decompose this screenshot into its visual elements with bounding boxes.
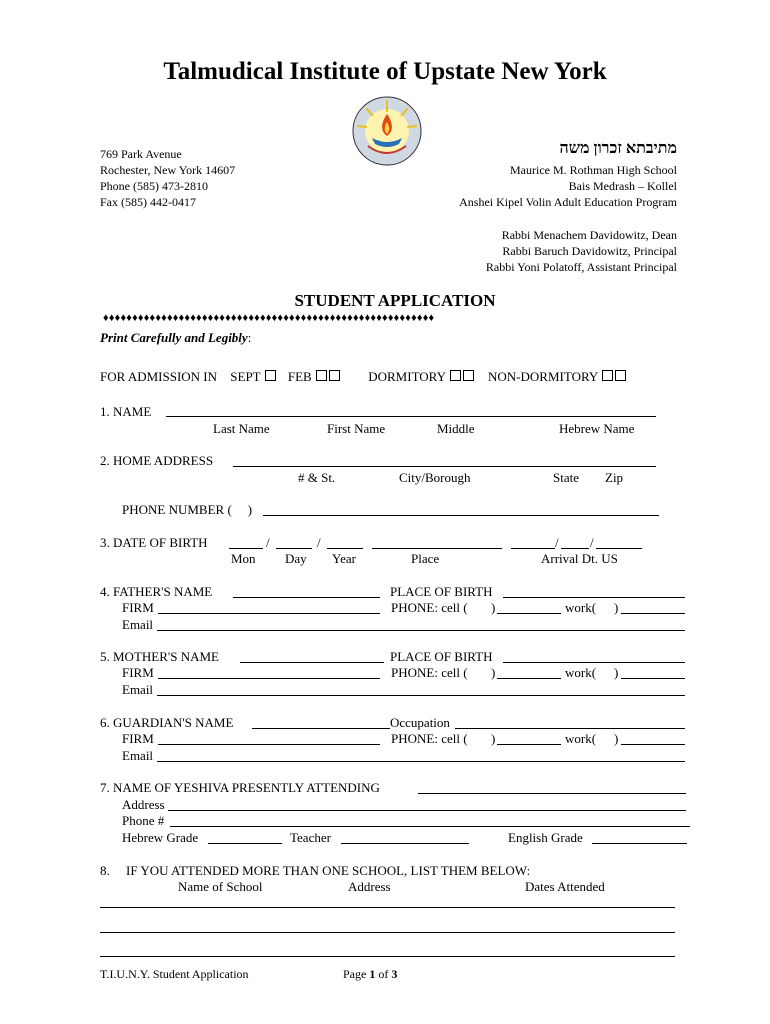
father-firm-field[interactable] [158, 613, 380, 614]
guardian-name-field[interactable] [252, 728, 390, 729]
father-cell-field[interactable] [497, 613, 561, 614]
q8-number: 8. [100, 863, 110, 878]
sub-street: # & St. [298, 470, 336, 485]
arrival-year-field[interactable] [596, 548, 642, 549]
sub-mon: Mon [231, 551, 256, 566]
yeshiva-phone-label: Phone # [122, 813, 165, 828]
sub-place: Place [411, 551, 440, 566]
home-address-field[interactable] [233, 466, 656, 467]
dormitory-checkbox[interactable] [450, 370, 461, 381]
mother-email-label: Email [122, 682, 154, 697]
mother-email-field[interactable] [157, 695, 685, 696]
sub-day: Day [285, 551, 307, 566]
diamond-divider: ♦♦♦♦♦♦♦♦♦♦♦♦♦♦♦♦♦♦♦♦♦♦♦♦♦♦♦♦♦♦♦♦♦♦♦♦♦♦♦♦♦♦♦♦♦♦♦♦♦♦♦♦♦♦♦♦♦ [103, 312, 435, 324]
phone-field[interactable] [263, 515, 659, 516]
slash: / [266, 535, 270, 550]
english-grade-label: English Grade [508, 830, 583, 845]
mother-cell-label: PHONE: cell ( [391, 665, 468, 680]
father-email-label: Email [122, 617, 154, 632]
guardian-firm-field[interactable] [158, 744, 380, 745]
dob-year-field[interactable] [327, 548, 363, 549]
sub-middle: Middle [437, 421, 475, 436]
english-grade-field[interactable] [592, 843, 687, 844]
sub-city: City/Borough [399, 470, 471, 485]
q3-label: 3. DATE OF BIRTH [100, 535, 208, 550]
address-block: 769 Park Avenue Rochester, New York 14607 Phone (585) 473-2810 Fax (585) 442-0417 [100, 147, 236, 209]
sub-year: Year [332, 551, 356, 566]
guardian-occupation-label: Occupation [390, 715, 450, 730]
guardian-email-field[interactable] [157, 761, 685, 762]
guardian-work-field[interactable] [621, 744, 685, 745]
col-address: Address [348, 879, 391, 894]
mother-name-field[interactable] [240, 662, 384, 663]
guardian-cell-field[interactable] [497, 744, 561, 745]
teacher-label: Teacher [290, 830, 331, 845]
q6-label: 6. GUARDIAN'S NAME [100, 715, 234, 730]
col-dates-attended: Dates Attended [525, 879, 605, 894]
mother-cell-field[interactable] [497, 678, 561, 679]
q7-label: 7. NAME OF YESHIVA PRESENTLY ATTENDING [100, 780, 380, 795]
sub-hebrew-name: Hebrew Name [559, 421, 635, 436]
guardian-cell-label: PHONE: cell ( [391, 731, 468, 746]
mother-place-label: PLACE OF BIRTH [390, 649, 493, 664]
father-cell-label: PHONE: cell ( [391, 600, 468, 615]
mother-work-label: work( [565, 665, 597, 680]
dob-day-field[interactable] [276, 548, 312, 549]
father-work-label: work( [565, 600, 597, 615]
dob-month-field[interactable] [229, 548, 263, 549]
father-email-field[interactable] [157, 630, 685, 631]
mother-firm-field[interactable] [158, 678, 380, 679]
hebrew-name: מתיבתא זכרון משה [559, 140, 677, 157]
place-of-birth-field[interactable] [372, 548, 502, 549]
school-line-1[interactable] [100, 907, 675, 908]
father-name-field[interactable] [233, 597, 380, 598]
school-line-3[interactable] [100, 956, 675, 957]
programs-block: Maurice M. Rothman High School Bais Medrash – Kollel Anshei Kipel Volin Adult Education Program [459, 163, 677, 209]
yeshiva-address-label: Address [122, 797, 165, 812]
mother-firm-label: FIRM [122, 665, 154, 680]
sub-state: State [553, 470, 579, 485]
admission-row: FOR ADMISSION IN SEPT FEB DORMITORY NON-DORMITORY [100, 369, 627, 385]
q4-label: 4. FATHER'S NAME [100, 584, 213, 599]
guardian-work-label: work( [565, 731, 597, 746]
father-work-field[interactable] [621, 613, 685, 614]
non-dormitory-checkbox[interactable] [602, 370, 613, 381]
q1-label: 1. NAME [100, 404, 152, 419]
slash: / [317, 535, 321, 550]
feb-checkbox[interactable] [316, 370, 327, 381]
guardian-occupation-field[interactable] [455, 728, 685, 729]
teacher-field[interactable] [341, 843, 469, 844]
yeshiva-name-field[interactable] [418, 793, 686, 794]
page-number: Page 1 of 3 [343, 967, 398, 981]
mother-place-field[interactable] [503, 662, 685, 663]
slash: / [590, 535, 594, 550]
document-title: Talmudical Institute of Upstate New York [163, 58, 607, 85]
school-line-2[interactable] [100, 932, 675, 933]
arrival-month-field[interactable] [511, 548, 555, 549]
mother-work-field[interactable] [621, 678, 685, 679]
father-place-label: PLACE OF BIRTH [390, 584, 493, 599]
hebrew-grade-field[interactable] [208, 843, 282, 844]
sub-zip: Zip [605, 470, 624, 485]
hebrew-grade-label: Hebrew Grade [122, 830, 199, 845]
form-heading: STUDENT APPLICATION [294, 291, 496, 310]
q2-label: 2. HOME ADDRESS [100, 453, 214, 468]
guardian-email-label: Email [122, 748, 154, 763]
col-name-of-school: Name of School [178, 879, 263, 894]
yeshiva-address-field[interactable] [168, 810, 686, 811]
yeshiva-phone-field[interactable] [170, 826, 690, 827]
footer-left: T.I.U.N.Y. Student Application [100, 967, 249, 981]
instruction: Print Carefully and Legibly: [100, 330, 252, 345]
q8-label: IF YOU ATTENDED MORE THAN ONE SCHOOL, LIST THEM BELOW: [126, 863, 531, 878]
name-field[interactable] [166, 416, 656, 417]
father-firm-label: FIRM [122, 600, 154, 615]
institute-logo [352, 96, 422, 166]
sept-checkbox[interactable] [265, 370, 276, 381]
slash: / [555, 535, 559, 550]
sub-first-name: First Name [327, 421, 386, 436]
sub-last-name: Last Name [213, 421, 270, 436]
guardian-firm-label: FIRM [122, 731, 154, 746]
arrival-day-field[interactable] [561, 548, 589, 549]
father-place-field[interactable] [503, 597, 685, 598]
staff-block: Rabbi Menachem Davidowitz, Dean Rabbi Baruch Davidowitz, Principal Rabbi Yoni Polatoff, Assistant Principal [485, 228, 677, 274]
sub-arrival: Arrival Dt. US [541, 551, 618, 566]
q5-label: 5. MOTHER'S NAME [100, 649, 219, 664]
phone-label: PHONE NUMBER ( ) [122, 502, 253, 517]
